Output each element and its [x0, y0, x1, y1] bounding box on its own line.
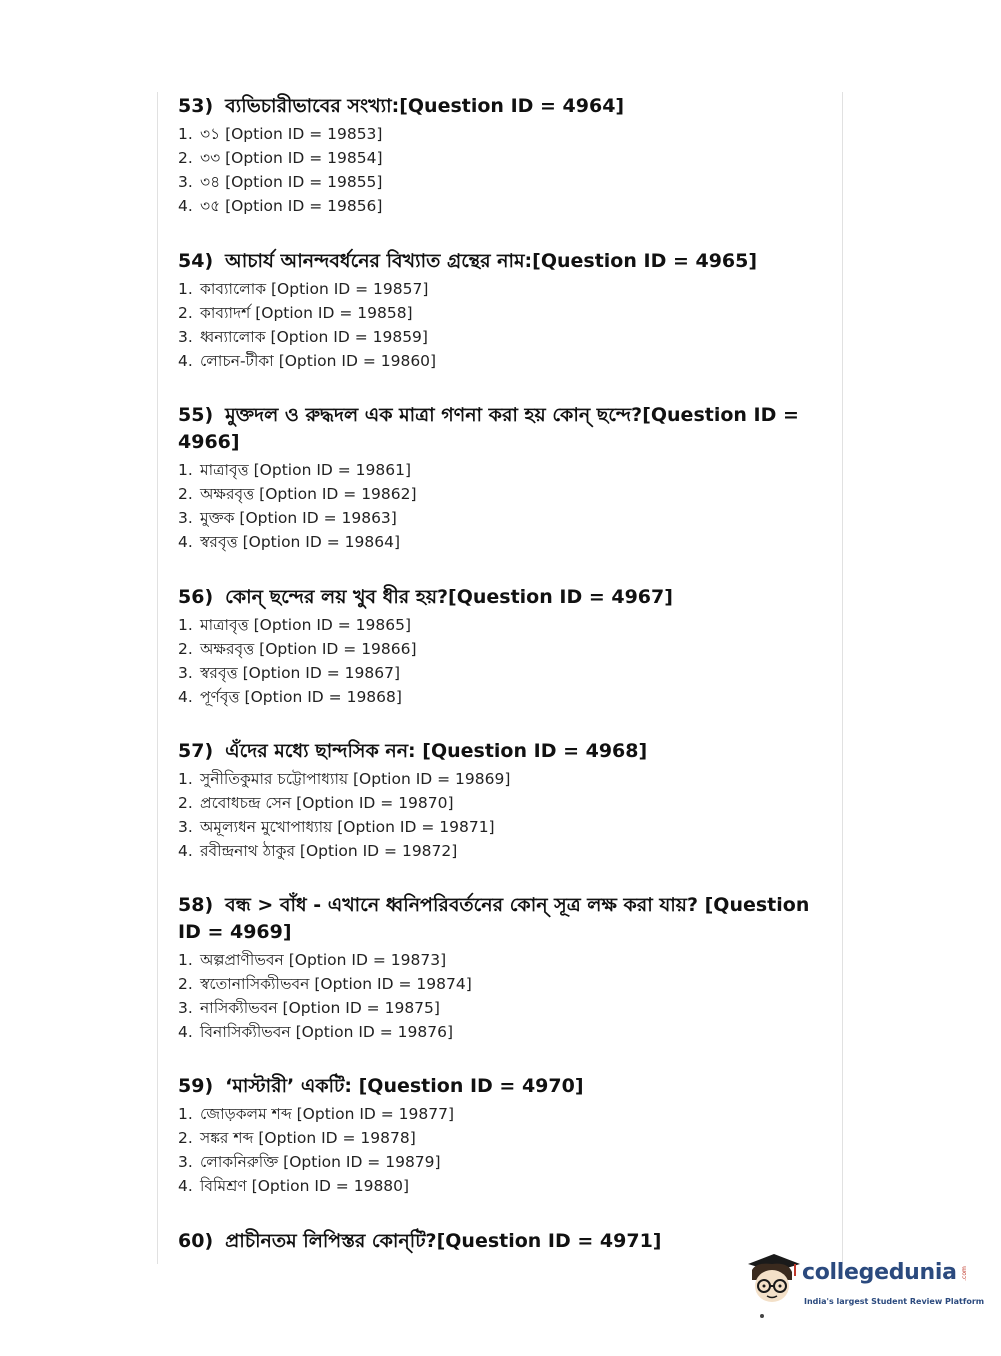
option-list: [178, 613, 818, 709]
question-number: 53): [178, 95, 214, 117]
option-text: সুনীতিকুমার চট্টোপাধ্যায় [Option ID = 19869]: [200, 770, 511, 788]
option-list: [178, 122, 818, 218]
option-item: [178, 1126, 818, 1150]
option-item: [178, 948, 818, 972]
logo-domain: .com: [960, 1266, 968, 1281]
option-item: [178, 1174, 818, 1198]
option-item: [178, 458, 818, 482]
question-56: [178, 584, 818, 709]
question-number: 56): [178, 586, 214, 608]
question-title: [178, 738, 818, 765]
question-text: মুক্তদল ও রুদ্ধদল এক মাত্রা গণনা করা হয় কোন্‌ ছন্দে?[Question ID = 4966]: [178, 404, 799, 453]
option-text: জোড়কলম শব্দ [Option ID = 19877]: [200, 1105, 455, 1123]
option-number: 2.: [178, 149, 193, 167]
option-item: [178, 1020, 818, 1044]
option-text: ধ্বন্যালোক [Option ID = 19859]: [200, 328, 428, 346]
question-text: আচার্য আনন্দবর্ধনের বিখ্যাত গ্রন্থের নাম:[Question ID = 4965]: [225, 250, 758, 272]
option-text: অল্পপ্রাণীভবন [Option ID = 19873]: [200, 951, 447, 969]
question-title: [178, 584, 818, 611]
option-item: [178, 767, 818, 791]
option-text: মাত্রাবৃত্ত [Option ID = 19865]: [200, 616, 412, 634]
option-list: [178, 1102, 818, 1198]
option-text: কাব্যাদর্শ [Option ID = 19858]: [200, 304, 413, 322]
question-number: 54): [178, 250, 214, 272]
option-item: [178, 839, 818, 863]
right-margin-rule: [842, 92, 843, 1264]
option-text: কাব্যালোক [Option ID = 19857]: [200, 280, 429, 298]
option-number: 4.: [178, 352, 193, 370]
option-text: ৩৪ [Option ID = 19855]: [200, 173, 383, 191]
option-item: [178, 170, 818, 194]
question-title: [178, 93, 818, 120]
option-number: 1.: [178, 951, 193, 969]
option-number: 2.: [178, 975, 193, 993]
option-number: 1.: [178, 770, 193, 788]
option-text: রবীন্দ্রনাথ ঠাকুর [Option ID = 19872]: [200, 842, 458, 860]
option-text: লোচন-টীকা [Option ID = 19860]: [200, 352, 437, 370]
question-text: ব্যভিচারীভাবের সংখ্যা:[Question ID = 4964]: [225, 95, 625, 117]
option-item: [178, 482, 818, 506]
option-number: 2.: [178, 485, 193, 503]
question-number: 58): [178, 894, 214, 916]
option-number: 3.: [178, 1153, 193, 1171]
option-text: স্বরবৃত্ত [Option ID = 19864]: [200, 533, 401, 551]
question-text: এঁদের মধ্যে ছান্দসিক নন: [Question ID = 4968]: [225, 740, 648, 762]
question-60: [178, 1228, 818, 1257]
option-text: লোকনিরুক্তি [Option ID = 19879]: [200, 1153, 441, 1171]
question-title: [178, 1228, 818, 1255]
option-list: [178, 277, 818, 373]
option-item: [178, 996, 818, 1020]
option-text: স্বতোনাসিক্যীভবন [Option ID = 19874]: [200, 975, 472, 993]
question-text: ‘মাস্টারী’ একটি: [Question ID = 4970]: [225, 1075, 584, 1097]
question-number: 55): [178, 404, 214, 426]
question-title: [178, 248, 818, 275]
option-item: [178, 637, 818, 661]
option-list: [178, 458, 818, 554]
option-text: মাত্রাবৃত্ত [Option ID = 19861]: [200, 461, 412, 479]
option-item: [178, 791, 818, 815]
option-text: নাসিক্যীভবন [Option ID = 19875]: [200, 999, 440, 1017]
option-number: 3.: [178, 509, 193, 527]
option-text: পূর্ণবৃত্ত [Option ID = 19868]: [200, 688, 402, 706]
option-item: [178, 613, 818, 637]
option-item: [178, 685, 818, 709]
option-item: [178, 815, 818, 839]
option-number: 2.: [178, 1129, 193, 1147]
question-53: [178, 93, 818, 218]
option-item: [178, 194, 818, 218]
question-number: 59): [178, 1075, 214, 1097]
mascot-icon: [742, 1250, 802, 1314]
option-number: 1.: [178, 461, 193, 479]
option-number: 4.: [178, 688, 193, 706]
option-number: 3.: [178, 328, 193, 346]
option-text: স্বরবৃত্ত [Option ID = 19867]: [200, 664, 401, 682]
option-number: 4.: [178, 1023, 193, 1041]
option-number: 2.: [178, 304, 193, 322]
option-number: 1.: [178, 125, 193, 143]
question-text: কোন্‌ ছন্দের লয় খুব ধীর হয়?[Question ID = 4967]: [225, 586, 673, 608]
option-item: [178, 277, 818, 301]
option-item: [178, 972, 818, 996]
option-text: প্রবোধচন্দ্র সেন [Option ID = 19870]: [200, 794, 454, 812]
option-number: 1.: [178, 1105, 193, 1123]
option-item: [178, 1102, 818, 1126]
option-text: অক্ষরবৃত্ত [Option ID = 19866]: [200, 640, 417, 658]
option-list: [178, 948, 818, 1044]
collegedunia-logo[interactable]: [742, 1250, 985, 1322]
question-text: প্রাচীনতম লিপিস্তর কোন্‌টি?[Question ID = 4971]: [225, 1230, 662, 1252]
option-text: সঙ্কর শব্দ [Option ID = 19878]: [200, 1129, 416, 1147]
option-item: [178, 301, 818, 325]
question-text: বন্ধ > বাঁধ - এখানে ধ্বনিপরিবর্তনের কোন্‌ সূত্র লক্ষ করা যায়? [Question ID = 4969]: [178, 894, 810, 943]
option-item: [178, 325, 818, 349]
left-margin-rule: [157, 92, 158, 1264]
option-text: অমূল্যধন মুখোপাধ্যায় [Option ID = 19871]: [200, 818, 495, 836]
option-number: 3.: [178, 818, 193, 836]
question-54: [178, 248, 818, 373]
option-item: [178, 122, 818, 146]
option-item: [178, 146, 818, 170]
option-number: 2.: [178, 640, 193, 658]
option-text: বিমিশ্রণ [Option ID = 19880]: [200, 1177, 410, 1195]
question-title: [178, 1073, 818, 1100]
decorative-dot: [760, 1314, 764, 1318]
option-text: ৩১ [Option ID = 19853]: [200, 125, 383, 143]
logo-tagline: India's largest Student Review Platform: [804, 1297, 985, 1306]
option-number: 3.: [178, 664, 193, 682]
question-number: 57): [178, 740, 214, 762]
option-number: 3.: [178, 173, 193, 191]
option-text: বিনাসিক্যীভবন [Option ID = 19876]: [200, 1023, 454, 1041]
logo-name: collegedunia: [802, 1260, 957, 1285]
option-text: অক্ষরবৃত্ত [Option ID = 19862]: [200, 485, 417, 503]
option-item: [178, 530, 818, 554]
option-number: 1.: [178, 280, 193, 298]
option-number: 4.: [178, 197, 193, 215]
option-number: 4.: [178, 533, 193, 551]
option-number: 1.: [178, 616, 193, 634]
question-58: [178, 892, 818, 1044]
option-number: 2.: [178, 794, 193, 812]
option-text: ৩৩ [Option ID = 19854]: [200, 149, 383, 167]
option-number: 4.: [178, 1177, 193, 1195]
question-55: [178, 402, 818, 554]
option-item: [178, 661, 818, 685]
option-text: ৩৫ [Option ID = 19856]: [200, 197, 383, 215]
question-title: [178, 892, 818, 946]
option-number: 3.: [178, 999, 193, 1017]
question-title: [178, 402, 818, 456]
option-number: 4.: [178, 842, 193, 860]
option-item: [178, 506, 818, 530]
option-text: মুক্তক [Option ID = 19863]: [200, 509, 397, 527]
option-item: [178, 349, 818, 373]
question-59: [178, 1073, 818, 1198]
question-number: 60): [178, 1230, 214, 1252]
option-item: [178, 1150, 818, 1174]
question-57: [178, 738, 818, 863]
option-list: [178, 767, 818, 863]
